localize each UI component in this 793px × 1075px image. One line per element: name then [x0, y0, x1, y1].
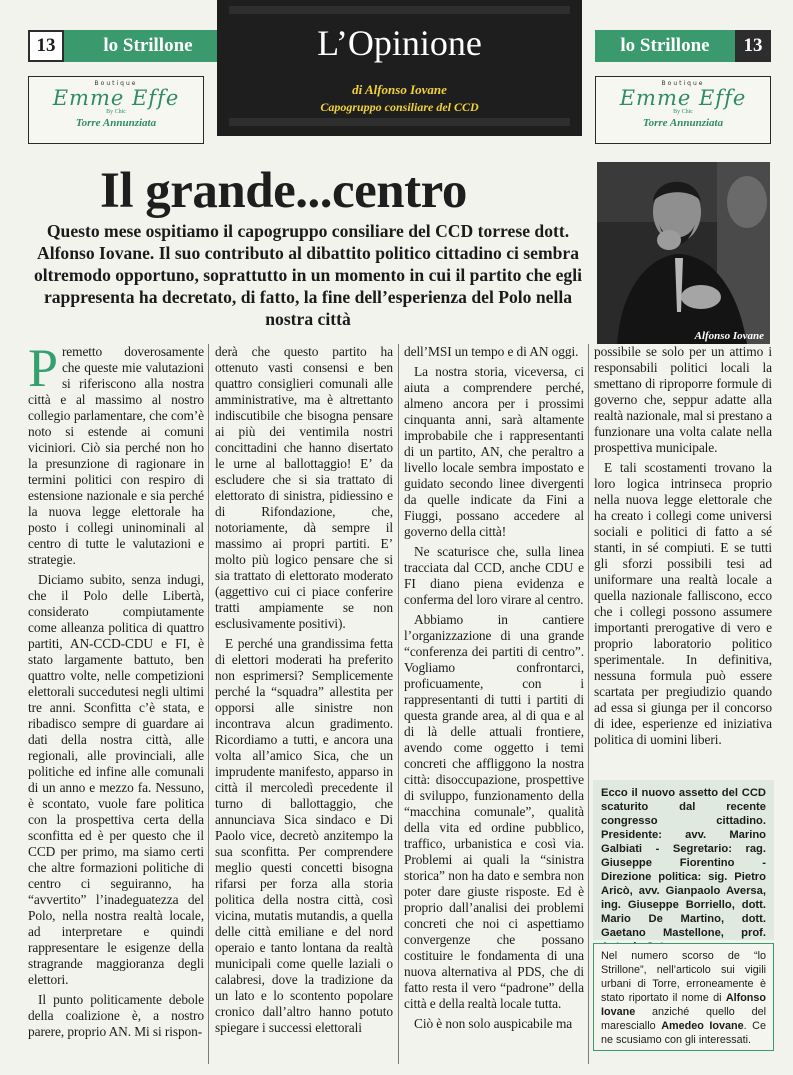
boutique-brand: Emme Effe [619, 86, 747, 110]
boutique-by: By Chic [673, 109, 693, 115]
author-line: di Alfonso Iovane [352, 82, 447, 97]
article-paragraph: E perché una grandissima fetta di elettori moderati ha preferito non esprimersi? Semplicemente perché la “squadra” allestita per opporsi alle sinistre non incontrava alcun gradimento. Ricordiamo a tutti, e ancora una volta all’amico Sica, che un imprudente manifesto, apparso in città il mercoledì precedente il turno di ballottaggio, che annunciava Sica sindaco e Di Paolo vice, decretò anzitempo la sua sconfitta. Per comprendere meglio questi concetti bisogna rifarsi per forza alla storia politica della nostra città, così vicina, mutatis mutandis, a quella delle città emiliane e del nord operaio e tanto lontana da realtà municipali come quelle laziali o calabresi, dove la tradizione da un lato e lo scontento popolare cronico dall’altro hanno potuto spiegare i successi elettorali [215, 636, 393, 1035]
folio-right [595, 30, 771, 62]
errata-box: Nel numero scorso de “lo Strillone”, nell’articolo sui vigili urbani di Torre, erroneamente è stato riportato il nome di Alfonso Iovane anziché quello del maresciallo Amedeo Iovane. Ce ne scusiamo con gli interessati. [593, 943, 774, 1051]
boutique-ad [28, 76, 204, 144]
article-paragraph: Premetto doverosamente che queste mie valutazioni si riferiscono alla nostra città e al massimo al nostro collegio parlamentare, che com’è noto si estende ai comuni viciniori. Ciò sia perché non ho la presunzione di ragionare in termini politici con respiro di estensione nazionale e sia perché la nuova legge elettorale ha posto i collegi uninominali al centro di tutte le valutazioni e strategie. [28, 338, 204, 567]
boutique-town: Torre Annunziata [642, 117, 724, 129]
boutique-by: By Chic [106, 109, 126, 115]
boutique-label: Boutique [94, 80, 138, 87]
article-paragraph: derà che questo partito ha ottenuto vasti consensi e ben quattro consiglieri comunali alle amministrative, ma è altrettanto indiscutibile che bisogna pensare ai più dei ventimila nostri concittadini che hanno disertato le urne al ballottaggio! E’ da escludere che si sia trattato di elettorato di sinistra, pidiessino e di Rifondazione, che, notoriamente, dà sempre il massimo ai propri partiti. E’ molto più logico pensare che si sia trattato di elettorato moderato (aggettivo cui ci piace conferire tratti ampiamente se non esclusivamente positivi). [215, 344, 393, 631]
column-rule [398, 344, 399, 1064]
page-number: 13 [28, 30, 64, 62]
page-number: 13 [735, 30, 771, 62]
boutique-ad [595, 76, 771, 144]
article-paragraph: possibile se solo per un attimo i responsabili politici locali la smettano di riproporre formule di governo che, seppur adatte alla realtà nazionale, mal si prestano a funzionare una volta calate nella prospettiva municipale. [594, 344, 772, 455]
article-column-2 [215, 344, 393, 1036]
article-column-3 [404, 344, 584, 1032]
article-column-4 [594, 344, 772, 748]
article-paragraph: E tali scostamenti trovano la loro logica intrinseca proprio nella nuova legge elettorale che ha creato i collegi come universi sociali e politici di fatto a sé stanti, in sé compiuti. E se tutti gli sforzi possibili tesi ad uniformare una realtà locale a quella nazionale falliscono, ecco che i collegi possono assumere importanti prerogative di vero e proprio laboratorio politico sperimentale. In definitiva, nessuna formula può essere scartata per pregiudizio quando ad essa si giunga per il concorso di idee, esperienze ed iniziativa politica di uomini liberi. [594, 460, 772, 747]
article-paragraph: Abbiamo in cantiere l’organizzazione di una grande “conferenza dei partiti di centro”. Vogliamo confrontarci, proficuamente, con i rappresentanti di tutti i partiti di questa grande area, al di qua e al di là delle attuali frontiere, avendo come oggetto i temi concreti che affliggono la nostra città: disoccupazione, prospettive di sviluppo, funzionamento della “macchina comunale”, qualità della vita ed ordine pubblico, traffico, urbanistica e così via. Problemi ai quali la “sinistra storica” non ha dato e sembra non poter dare giuste risposte. Ed è proprio dall’analisi dei problemi concreti che noi ci aspettiamo convergenze che possano costituire le fondamenta di una nuova alternativa al PDS, che di fatto resta il vero “padrone” della città e della realtà locale tutta. [404, 612, 584, 1011]
article-paragraph: Ciò è non solo auspicabile ma [414, 1016, 573, 1031]
folio-left [28, 30, 232, 62]
section-title: L’Opinione [317, 23, 482, 63]
article-paragraph: Diciamo subito, senza indugi, che il Polo delle Libertà, considerato compiutamente come alleanza politica di quattro partiti, AN-CCD-CDU e FI, è stato largamente battuto, ben quattro volte, nelle competizioni elettorali succedutesi negli ultimi tre anni. Sconfitta c’è stata, e ribadisco sempre di guardare ai dati della nostra città, alle regionali, alle provinciali, alle politiche ed infine alle comunali di un anno e mezzo fa. Nessuno, è scontato, vuole fare politica con la prospettiva certa della sconfitta ed è per questo che il CCD per primo, ma siamo certi che altre formazioni politiche di centro ci seguiranno, ha “avvertito” l’inadeguatezza del Polo, nella nostra realtà locale, ad interpretare e quindi rappresentare le esigenze della stragrande maggioranza degli elettori. [28, 572, 204, 987]
drop-cap: P [28, 338, 58, 398]
magazine-name: lo Strillone [64, 30, 232, 62]
boutique-town: Torre Annunziata [75, 117, 157, 129]
author-role: Capogruppo consiliare del CCD [320, 100, 479, 114]
article-paragraph: La nostra storia, viceversa, ci aiuta a comprendere perché, almeno ancora per i prossimi cinquanta anni, sarà altamente improbabile che i rappresentanti di un partito, AN, che peraltro a livello locale sembra impostato e guidato secondo linee divergenti da quelle indicate da Fini a Fiuggi, possano accedere al governo della città! [404, 364, 584, 539]
boutique-brand: Emme Effe [52, 86, 180, 110]
photo-caption: Alfonso Iovane [694, 330, 764, 342]
column-rule [588, 344, 589, 1064]
article-paragraph: dell’MSI un tempo e di AN oggi. [404, 344, 579, 359]
article-paragraph: Il punto politicamente debole della coalizione è, a nostro parere, proprio AN. Mi si rispon- [28, 992, 204, 1039]
ccd-notice-box: Ecco il nuovo assetto del CCD scaturito dal recente congresso cittadino. Presidente: avv. Marino Galbiati - Segretario: rag. Giuseppe Fiorentino - Direzione politica: sig. Pietro Aricò, avv. Gianpaolo Aversa, ing. Giuseppe Borriello, dott. Mario De Martino, dott. Gaetano Mastellone, prof. [593, 780, 774, 940]
section-header [217, 0, 582, 136]
intro-paragraph: Questo mese ospitiamo il capogruppo consiliare del CCD torrese dott. Alfonso Iovane. Il suo contributo al dibattito politico cittadino ci sembra oltremodo opportuno, soprattutto in un momento in cui il partito che egli rappresenta ha decretato, di fatto, la fine dell’esperienza del Polo nella nostra città [33, 221, 583, 329]
header-texture [217, 0, 582, 136]
boutique-label: Boutique [661, 80, 705, 87]
article-paragraph: Ne scaturisce che, sulla linea tracciata dal CCD, anche CDU e FI diano piena evidenza e conferma del loro virare al centro. [404, 544, 584, 607]
magazine-name: lo Strillone [595, 30, 735, 62]
errata-name: Amedeo Iovane [661, 1020, 744, 1032]
headline: Il grande...centro [100, 163, 467, 219]
author-photo [597, 162, 770, 344]
column-rule [208, 344, 209, 1064]
errata-name: Alfonso Iovane [601, 992, 766, 1018]
article-column-1 [28, 338, 204, 1040]
